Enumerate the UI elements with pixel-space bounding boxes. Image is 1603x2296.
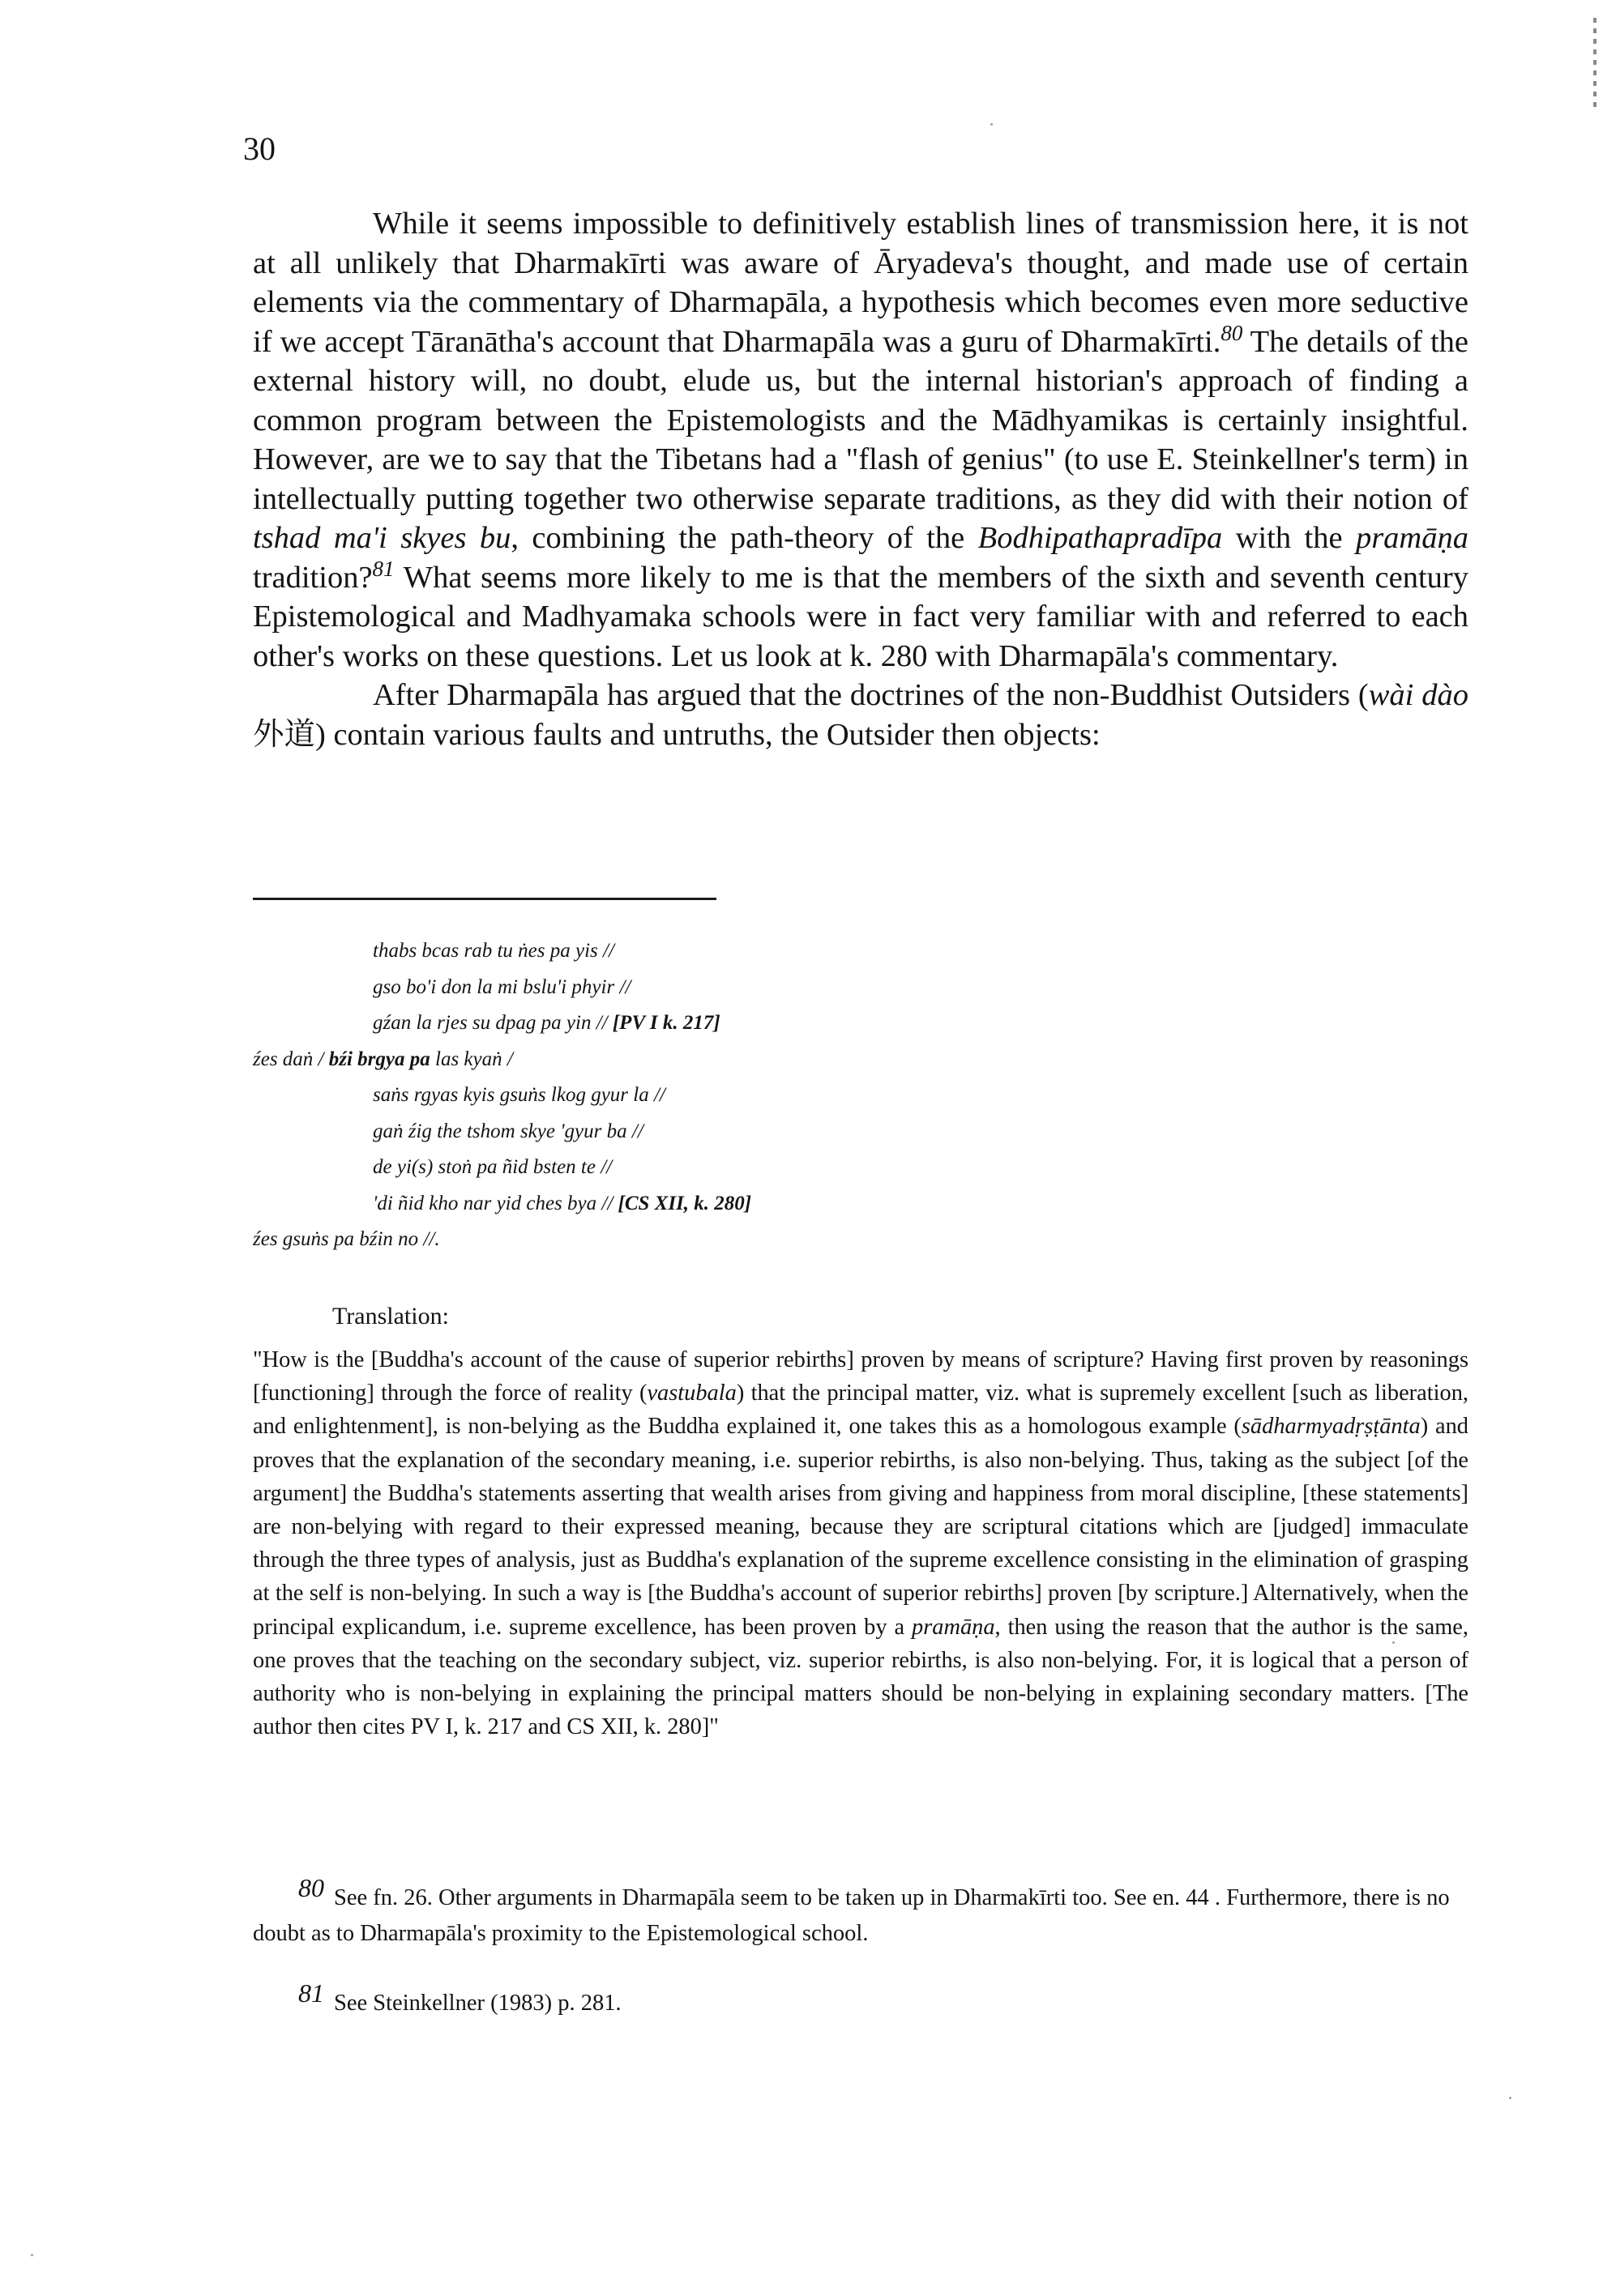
translation-text	[253, 1343, 1468, 1743]
verse-title: bźi brgya pa	[328, 1048, 430, 1070]
verse-line	[253, 1042, 1306, 1078]
footnote-text: See Steinkellner (1983) p. 281.	[334, 1991, 622, 2016]
footnote-text: See fn. 26. Other arguments in Dharmapāla seem to be taken up in Dharmakīrti too. See en. 44 . Furthermore, there is no doubt as to Dharmapāla's proximity to the Epistemological school.	[253, 1885, 1450, 1946]
footnote-ref-80[interactable]: 80	[1220, 320, 1243, 345]
body-text-run: What seems more likely to me is that the members of the sixth and seventh century Epistemological and Madhyamaka schools were in fact very familiar with and referred to each other's works on these questions. Let us look at k. 280 with Dharmapāla's commentary.	[253, 560, 1468, 673]
verse-citation: [PV I k. 217]	[612, 1012, 720, 1034]
verse-text: źes daṅ /	[253, 1048, 329, 1070]
translation-run: "How is the [Buddha's account of the cause of superior rebirths] proven by means of scripture? Having first proven by reasonings [functioning] through the force of reality (	[253, 1347, 1468, 1406]
verse-line: thabs bcas rab tu ṅes pa yis //	[373, 940, 614, 962]
verse-line: gso bo'i don la mi bslu'i phyir //	[373, 975, 631, 998]
italic-term: pramāṇa	[1355, 521, 1468, 555]
body-text-run: The details of the external history will, no doubt, elude us, but the internal historian's approach of finding a common program between the Epistemologists and the Mādhyamikas is certainly insightful. However, are we to say that the Tibetans had a "flash of genius" (to use E. Steinkellner's term) in intellectually putting together two otherwise separate traditions, as they did with their notion of	[253, 324, 1468, 516]
scan-speck	[1509, 2097, 1511, 2099]
footnote-divider	[253, 898, 716, 900]
italic-term: sādharmyadṛṣṭānta	[1241, 1414, 1421, 1440]
italic-term: pramāṇa	[912, 1614, 995, 1640]
verse-text: las kyaṅ /	[430, 1048, 513, 1070]
translation-heading: Translation:	[332, 1303, 449, 1329]
body-text-run: with the	[1222, 521, 1356, 555]
page-number: 30	[243, 130, 276, 167]
verse-line	[253, 1186, 1306, 1223]
body-text-run: , combining the path-theory of the	[511, 521, 978, 555]
translation-run: ) that the principal matter, viz. what is supremely excellent [such as liberation, and enlightenment], is non-belying as the Buddha explained it, one takes this as a homologous example (	[253, 1381, 1468, 1440]
body-text	[253, 204, 1468, 754]
verse-text: gźan la rjes su dpag pa yin //	[373, 1012, 613, 1034]
footnote-80	[253, 1873, 1468, 1952]
footnote-marker: 80	[298, 1873, 324, 1902]
scan-speck	[31, 2254, 33, 2256]
body-paragraph	[253, 204, 1468, 676]
scan-edge-mark	[1593, 18, 1597, 107]
verse-line: de yi(s) stoṅ pa ñid bsten te //	[373, 1156, 613, 1178]
italic-term: wài dào	[1368, 678, 1468, 712]
footnote-marker: 81	[298, 1978, 324, 2008]
translation-run: , then using the reason that the author is the same, one proves that the teaching on the secondary subject, viz. superior rebirths, is also non-belying. For, it is logical that a person of authority who is non-belying in explaining the principal matters should be non-belying in explaining secondary matters. [The author then cites PV I, k. 217 and CS XII, k. 280]"	[253, 1614, 1468, 1740]
verse-line: źes gsuṅs pa bźin no //.	[253, 1228, 440, 1250]
body-text-run: tradition?	[253, 560, 373, 595]
italic-term: vastubala	[647, 1381, 737, 1406]
italic-term: Bodhipathapradīpa	[977, 521, 1223, 555]
italic-term: tshad ma'i skyes bu	[253, 521, 511, 555]
verse-block	[253, 933, 1306, 1258]
verse-citation: [CS XII, k. 280]	[618, 1192, 752, 1214]
footnote-81	[253, 1978, 1468, 2021]
verse-line: gaṅ źig the tshom skye 'gyur ba //	[373, 1120, 643, 1142]
body-text-run: While it seems impossible to definitively establish lines of transmission here, it is not at all unlikely that Dharmakīrti was aware of Āryadeva's thought, and made use of certain elements via the commentary of Dharmapāla, a hypothesis which becomes even more seductive if we accept Tāranātha's account that Dharmapāla was a guru of Dharmakīrti.	[253, 207, 1468, 359]
body-text-run: ) contain various faults and untruths, the Outsider then objects:	[315, 717, 1101, 752]
body-text-run: After Dharmapāla has argued that the doctrines of the non-Buddhist Outsiders (	[373, 678, 1369, 712]
verse-text: 'di ñid kho nar yid ches bya //	[373, 1192, 618, 1214]
scan-speck	[990, 123, 993, 126]
translation-run: ) and proves that the explanation of the secondary meaning, i.e. superior rebirths, is also non-belying. Thus, taking as the subject [of the argument] the Buddha's statements asserting that wealth arises from giving and happiness from moral discipline, [these statements] are non-belying with regard to their expressed meaning, because they are scriptural citations which are [judged] immaculate through the three types of analysis, just as Buddha's explanation of the supreme excellence consisting in the elimination of grasping at the self is non-belying. In such a way is [the Buddha's account of superior rebirths] proven [by scripture.] Alternatively, when the principal explicandum, i.e. supreme excellence, has been proven by a	[253, 1414, 1468, 1640]
verse-line: saṅs rgyas kyis gsuṅs lkog gyur la //	[373, 1084, 665, 1106]
chinese-characters: 外道	[253, 717, 316, 752]
body-paragraph	[253, 676, 1468, 754]
footnote-ref-81[interactable]: 81	[372, 556, 395, 581]
verse-line	[253, 1005, 1306, 1042]
